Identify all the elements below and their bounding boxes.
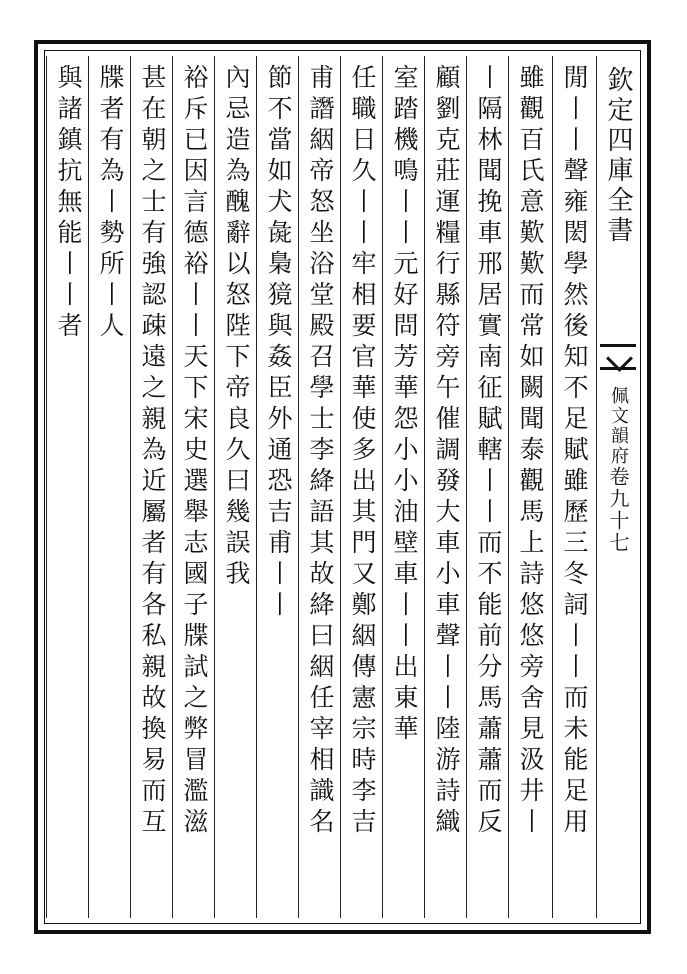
text-column-10: 裕斥已因言德裕丨丨天下宋史選舉志國子牒試之弊冒濫滋	[172, 56, 216, 918]
text-column-3: 丨隔林聞挽車邢居實南征賦轄丨丨而不能前分馬蕭蕭而反	[466, 56, 510, 918]
text-column-13: 與諸鎮抗無能丨丨者	[46, 56, 90, 918]
text-column-11: 甚在朝之士有強認疎遠之親為近屬者有各私親故換易而互	[130, 56, 174, 918]
header-column	[596, 56, 640, 918]
text-column-8: 節不當如犬彘梟獍與姦臣外通恐吉甫丨丨	[256, 56, 300, 918]
volume-number: 卷九十七	[606, 466, 630, 554]
text-column-7: 甫譖絪帝怒坐浴堂殿召學士李絳語其故絳曰絪任宰相識名	[298, 56, 342, 918]
text-column-5: 室踏機鳴丨丨元好問芳華怨小小油壁車丨丨出東華	[382, 56, 426, 918]
section-title: 佩文韻府	[608, 386, 629, 466]
text-column-2: 雖觀百氏意歎歎而常如闕聞泰觀馬上詩悠悠旁舍見汲井丨	[508, 56, 552, 918]
text-column-4: 顧劉克莊運糧行縣符旁午催調發大車小車聲丨丨陸游詩織	[424, 56, 468, 918]
book-title: 欽定四庫全書	[603, 66, 633, 246]
fishtail-mark	[600, 344, 636, 370]
text-column-9: 內忌造為醜辭以怒陛下帝良久曰幾誤我	[214, 56, 258, 918]
text-column-1: 閒丨丨聲雍閎學然後知不足賦雖歷三冬詞丨丨而未能足用	[552, 56, 596, 918]
text-column-12: 牒者有為丨勢所丨人	[88, 56, 132, 918]
text-column-6: 任職日久丨丨牢相要官華使多出其門又鄭絪傳憲宗時李吉	[340, 56, 384, 918]
